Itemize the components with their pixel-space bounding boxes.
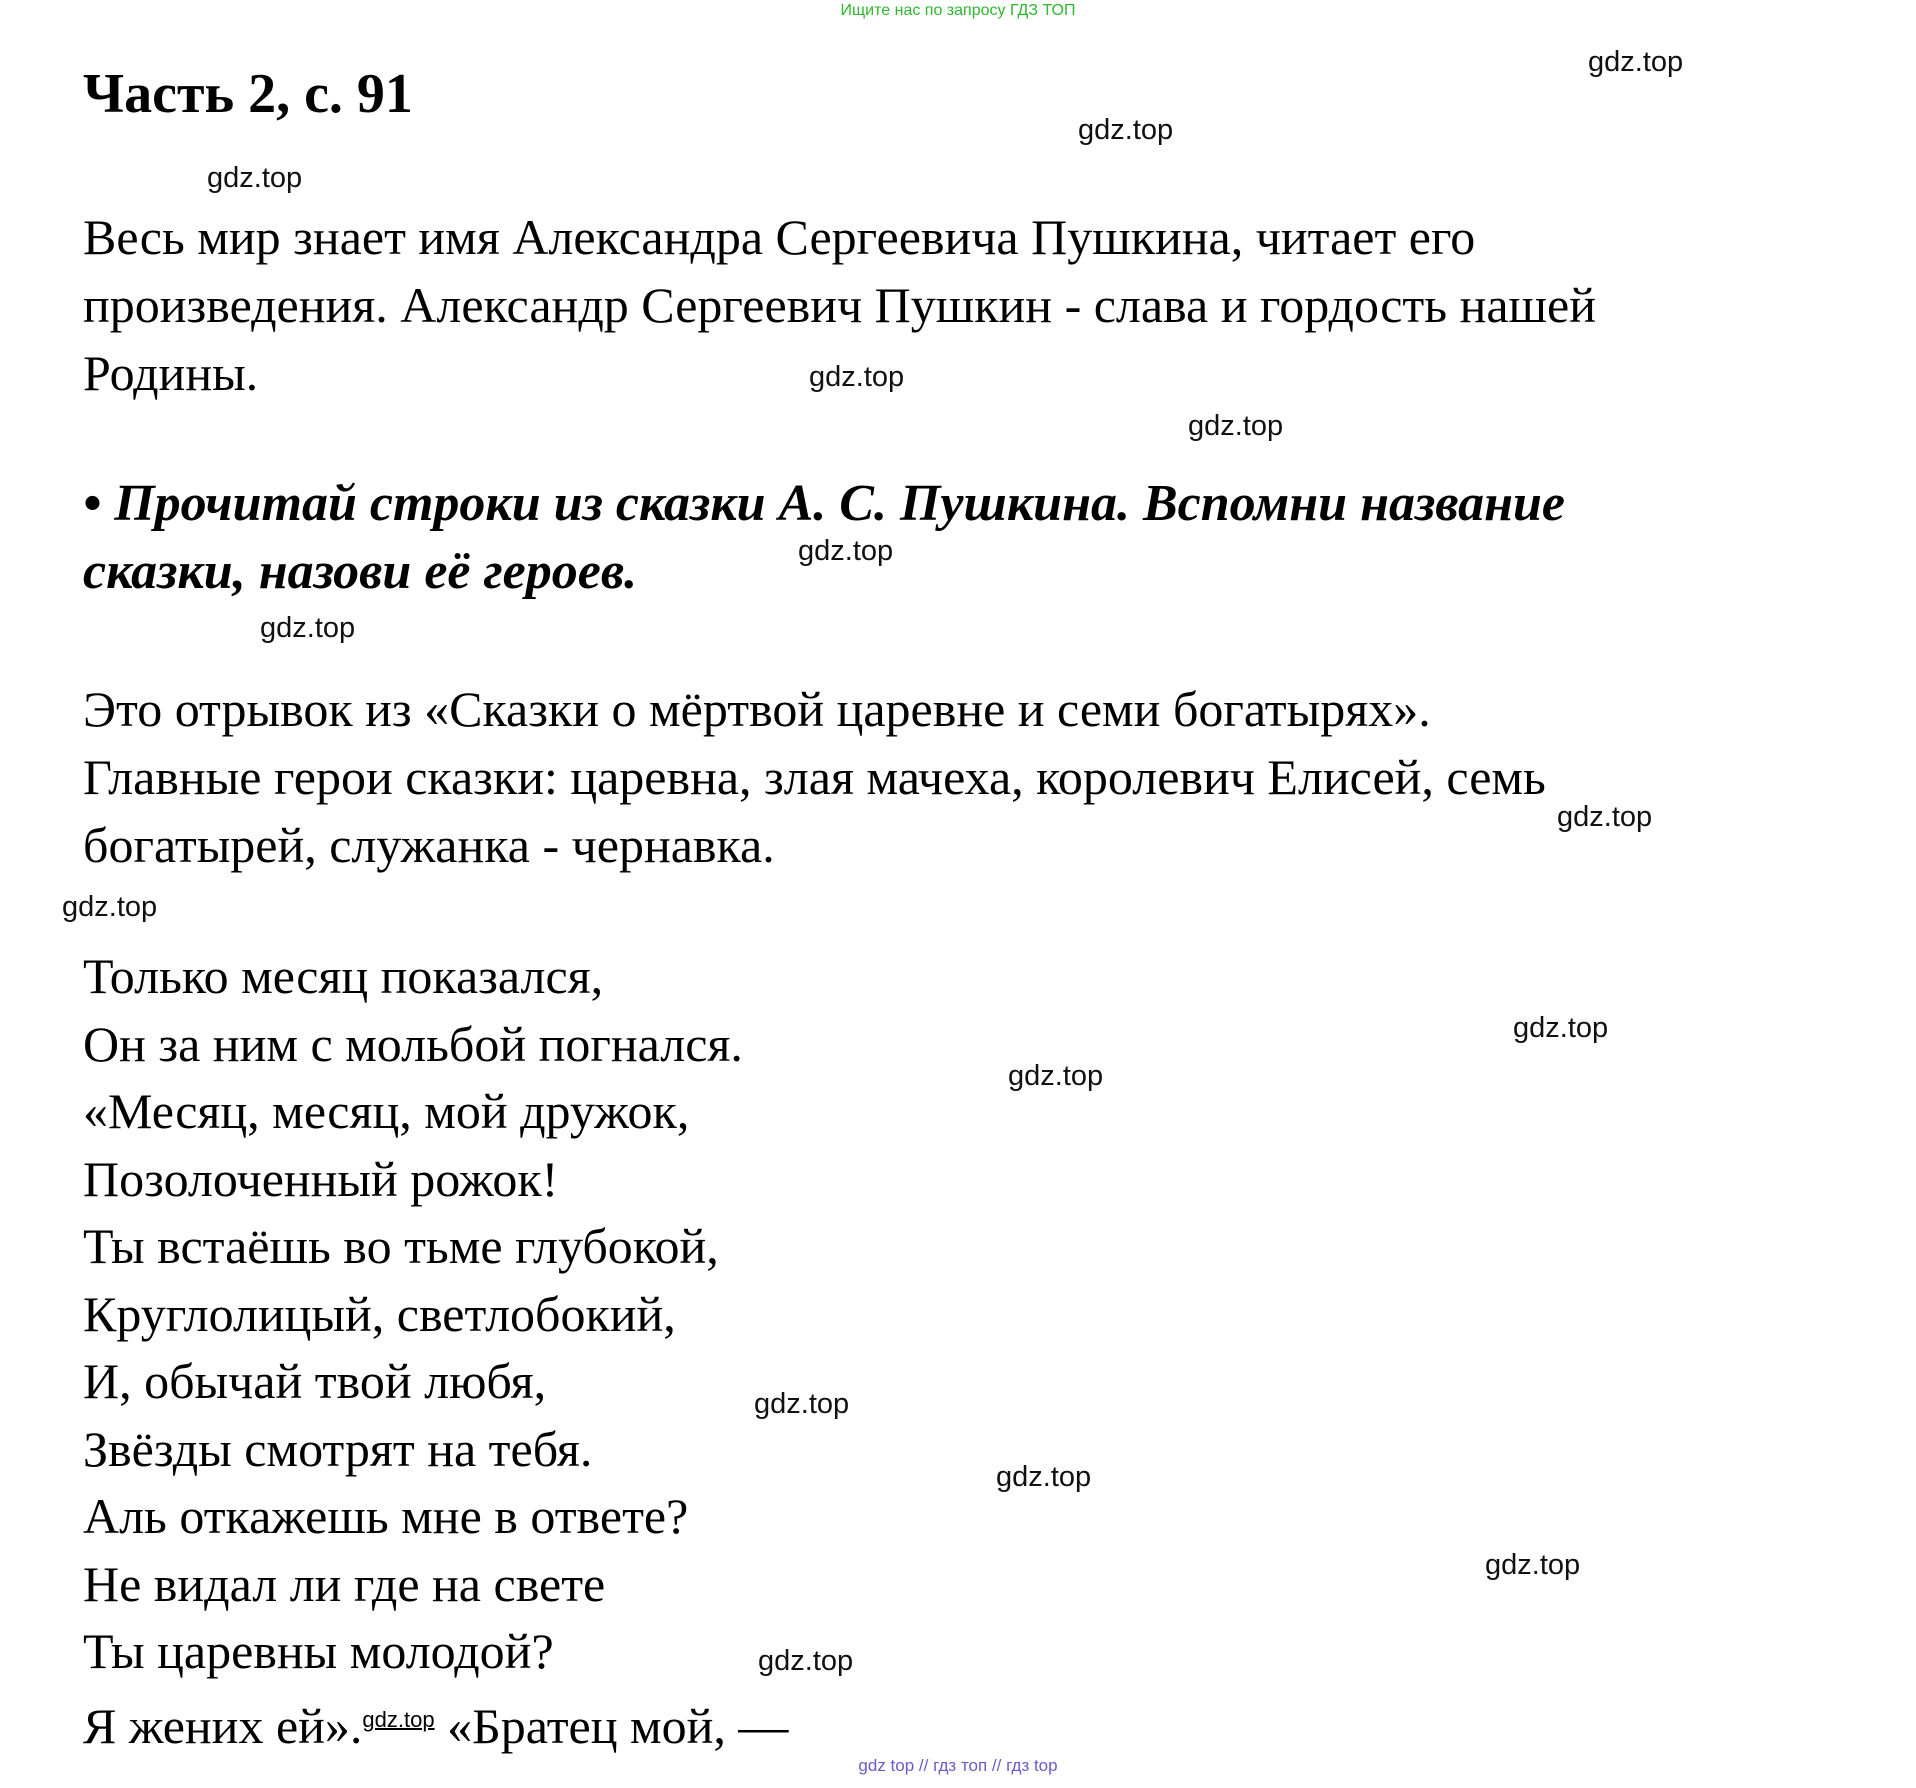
- watermark: gdz.top: [207, 162, 303, 194]
- answer-line: богатырей, служанка - чернавка.: [83, 817, 775, 873]
- poem-last-line: [83, 1686, 788, 1761]
- footer-links: gdz top // гдз топ // гдз top: [858, 1756, 1058, 1775]
- watermark: gdz.top: [798, 535, 894, 567]
- poem-line: Позолоченный рожок!: [83, 1150, 559, 1207]
- watermark: gdz.top: [996, 1461, 1092, 1493]
- watermark: gdz.top: [260, 612, 356, 644]
- task-line: сказки, назови её героев.: [83, 543, 638, 600]
- watermark: gdz.top: [1513, 1012, 1609, 1044]
- poem-line: Звёзды смотрят на тебя.: [83, 1420, 593, 1477]
- poem-last-line-start: Я жених ей».: [83, 1697, 363, 1754]
- poem-line: Ты царевны молодой?: [83, 1623, 554, 1679]
- poem-line: Не видал ли где на свете: [83, 1555, 606, 1612]
- watermark: gdz.top: [758, 1645, 854, 1677]
- watermark: gdz.top: [1078, 114, 1174, 146]
- watermark: gdz.top: [1188, 410, 1284, 442]
- watermark: gdz.top: [809, 361, 905, 393]
- answer-line: Это отрывок из «Сказки о мёртвой царевне и семи богатырях».: [83, 681, 1431, 737]
- poem-line: Аль откажешь мне в ответе?: [83, 1488, 689, 1544]
- task-line: • Прочитай строки из сказки А. С. Пушкина. Вспомни название: [83, 475, 1565, 532]
- watermark: gdz.top: [1588, 46, 1684, 78]
- poem-line: Ты встаёшь во тьме глубокой,: [83, 1218, 719, 1274]
- poem-line: Он за ним с мольбой погнался.: [83, 1015, 743, 1072]
- poem-last-line-end: «Братец мой, —: [434, 1697, 789, 1754]
- top-banner: Ищите нас по запросу ГДЗ ТОП: [840, 2, 1076, 19]
- intro-line: Родины.: [83, 345, 259, 401]
- poem-excerpt: [83, 943, 788, 1760]
- intro-line: Весь мир знает имя Александра Сергеевича Пушкина, читает его: [83, 209, 1476, 265]
- answer-line: Главные герои сказки: царевна, злая мачеха, королевич Елисей, семь: [83, 749, 1546, 805]
- watermark: gdz.top: [62, 891, 158, 923]
- poem-line: «Месяц, месяц, мой дружок,: [83, 1083, 690, 1139]
- watermark: gdz.top: [754, 1388, 850, 1420]
- poem-line: Только месяц показался,: [83, 948, 604, 1004]
- poem-line: Круглолицый, светлобокий,: [83, 1285, 676, 1342]
- intro-line: произведения. Александр Сергеевич Пушкин - слава и гордость нашей: [83, 277, 1596, 333]
- poem-line: И, обычай твой любя,: [83, 1353, 547, 1409]
- inline-watermark: gdz.top: [362, 1706, 435, 1732]
- page-title: Часть 2, с. 91: [83, 63, 413, 125]
- watermark: gdz.top: [1557, 801, 1653, 833]
- watermark: gdz.top: [1008, 1060, 1104, 1092]
- watermark: gdz.top: [1485, 1549, 1581, 1581]
